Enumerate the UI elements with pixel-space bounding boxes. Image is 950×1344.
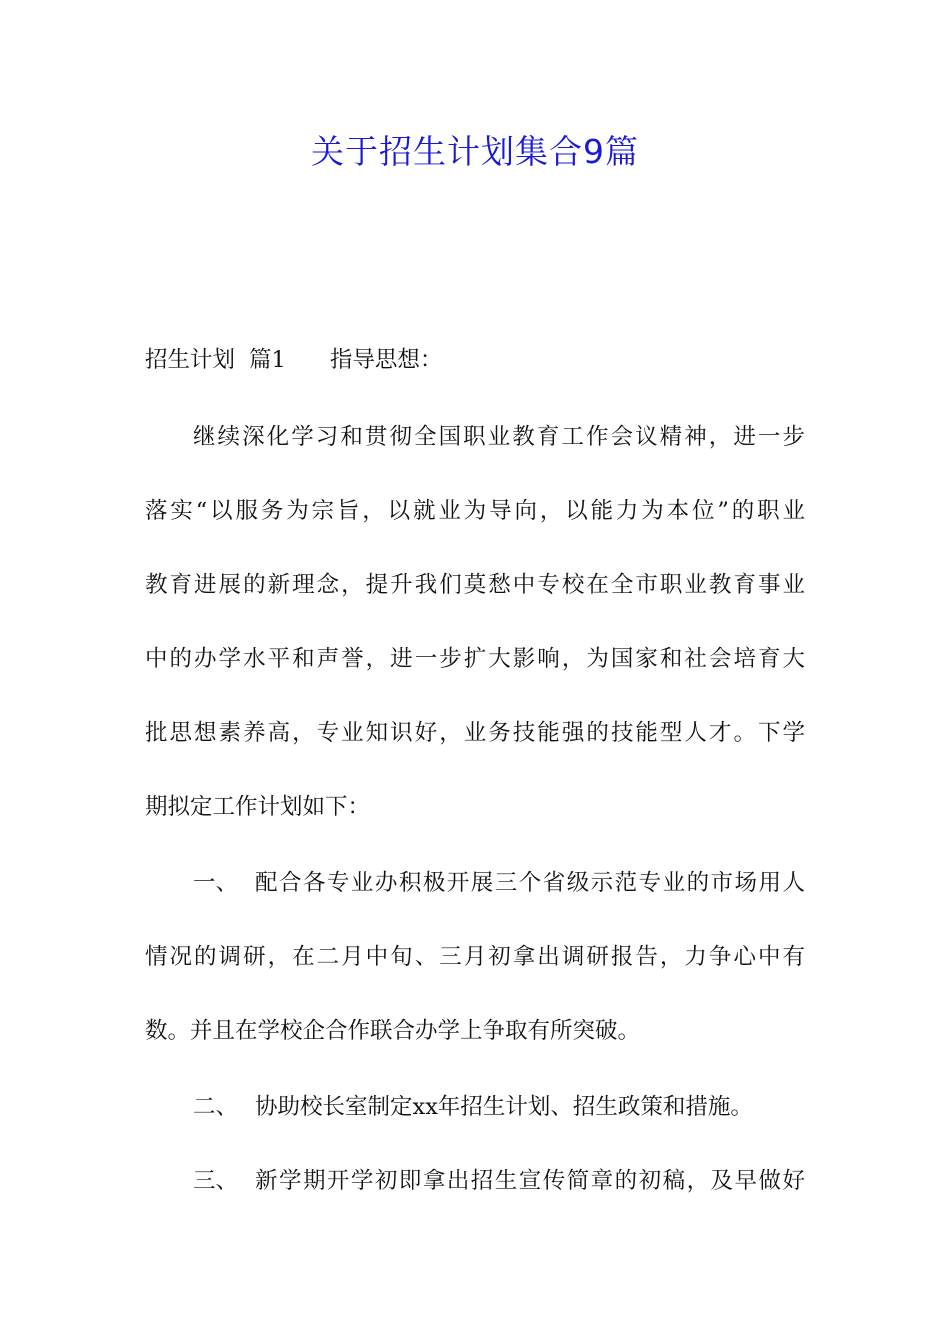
list-item-text: 新学期开学初即拿出招生宣传简章的初稿，及早做好	[255, 1168, 805, 1194]
paragraph-line: 批思想素养高，专业知识好，业务技能强的技能型人才。下学	[145, 720, 805, 746]
paragraph-line: 继续深化学习和贯彻全国职业教育工作会议精神，进一步	[193, 424, 805, 450]
list-marker: 三、	[193, 1168, 239, 1194]
paragraph-line: 落实“以服务为宗旨，以就业为导向，以能力为本位”的职业	[145, 498, 805, 524]
list-marker: 一、	[193, 870, 239, 896]
paragraph-line: 教育进展的新理念，提升我们莫愁中专校在全市职业教育事业	[145, 572, 805, 598]
paragraph-line: 中的办学水平和声誉，进一步扩大影响，为国家和社会培育大	[145, 646, 805, 672]
section-heading: 招生计划	[145, 347, 236, 373]
paragraph-line: 期拟定工作计划如下：	[145, 794, 371, 820]
guiding-label: 指导思想：	[329, 347, 443, 373]
list-marker: 二、	[193, 1094, 239, 1120]
section-number: 篇1	[249, 347, 286, 373]
paragraph-line: 情况的调研，在二月中旬、三月初拿出调研报告，力争心中有	[145, 944, 805, 970]
list-item-text: 配合各专业办积极开展三个省级示范专业的市场用人	[255, 870, 805, 896]
list-item-3-line	[193, 1166, 805, 1196]
list-item-text: 协助校长室制定xx年招生计划、招生政策和措施。	[255, 1094, 753, 1120]
document-title: 关于招生计划集合9篇	[311, 132, 639, 171]
section-heading-line	[145, 345, 442, 375]
list-item-1-line	[193, 868, 805, 898]
list-item-2-line	[193, 1092, 753, 1122]
paragraph-line: 数。并且在学校企合作联合办学上争取有所突破。	[145, 1018, 641, 1044]
